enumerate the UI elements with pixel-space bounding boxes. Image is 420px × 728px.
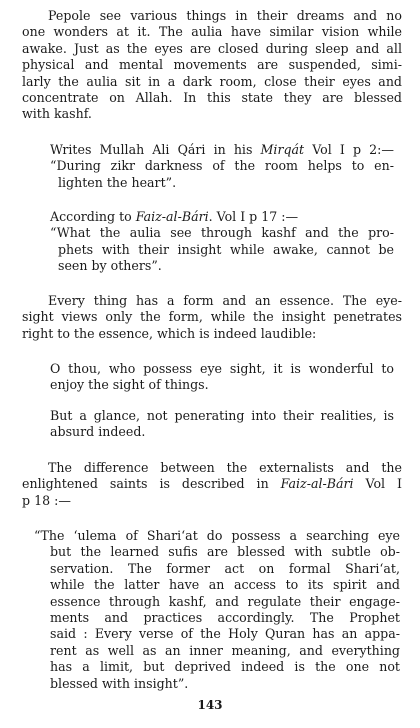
quote-ulema-shariat <box>34 528 400 692</box>
text-line: one wonders at it. The aulia have similar vision while <box>22 24 402 40</box>
text-line: The difference between the externalists and the <box>48 460 402 475</box>
text-line: According to Faiz-al-Bári. Vol I p 17 :— <box>50 209 299 224</box>
text-line: phets with their insight while awake, cannot be <box>58 241 394 257</box>
text-line: sight views only the form, while the insight penetrates <box>22 309 402 325</box>
verse-eye-sight <box>50 361 394 394</box>
text-line: O thou, who possess eye sight, it is wonderful to <box>50 361 394 376</box>
text-line: right to the essence, which is indeed laudible: <box>22 325 317 341</box>
text-line: enjoy the sight of things. <box>50 377 209 393</box>
verse-glance <box>50 408 394 441</box>
text-line: blessed with insight”. <box>50 675 189 691</box>
paragraph-externalists <box>22 460 402 509</box>
text-line: larly the aulia sit in a dark room, close their eyes and <box>22 73 402 89</box>
text-line: physical and mental movements are suspended, simi- <box>22 57 402 73</box>
text-line: seen by others”. <box>58 258 162 274</box>
quote-faiz-al-bari-p17 <box>50 209 394 275</box>
text-line: p 18 :— <box>22 492 71 508</box>
text-line: but the learned sufis are blessed with subtle ob- <box>50 544 400 560</box>
text-line: has a limit, but deprived indeed is the one not <box>50 659 400 675</box>
text-line: lighten the heart”. <box>58 174 177 190</box>
text-line: said : Every verse of the Holy Quran has an appa- <box>50 626 400 642</box>
text-line: with kashf. <box>22 106 92 122</box>
text-line: enlightened saints is described in Faiz-al-Bári Vol I <box>22 476 402 492</box>
text-line: Writes Mullah Ali Qári in his Mirqát Vol I p 2:— <box>50 142 394 157</box>
text-line: servation. The former act on formal Shari‘at, <box>50 560 400 576</box>
text-line: But a glance, not penerating into their realities, is <box>50 408 394 423</box>
text-line: “During zikr darkness of the room helps to en- <box>50 158 394 174</box>
text-line: while the latter have an access to its spirit and <box>50 577 400 593</box>
paragraph-dreams-vision <box>22 8 402 123</box>
page-number: 143 <box>197 698 223 712</box>
text-line: Pepole see various things in their dreams and no <box>48 8 402 23</box>
text-line: Every thing has a form and an essence. The eye- <box>48 293 402 308</box>
paragraph-form-essence <box>22 293 402 342</box>
text-line: rent as well as an inner meaning, and everything <box>50 642 400 658</box>
text-line: awake. Just as the eyes are closed during sleep and all <box>22 40 402 56</box>
text-line: “What the aulia see through kashf and the pro- <box>50 225 394 241</box>
quote-mirqat <box>50 142 394 191</box>
text-line: concentrate on Allah. In this state they are blessed <box>22 90 402 106</box>
text-line: “The ‘ulema of Shari‘at do possess a searching eye <box>34 528 400 543</box>
text-line: essence through kashf, and regulate their engage- <box>50 593 400 609</box>
text-line: ments and practices accordingly. The Prophet <box>50 610 400 626</box>
text-line: absurd indeed. <box>50 424 146 440</box>
